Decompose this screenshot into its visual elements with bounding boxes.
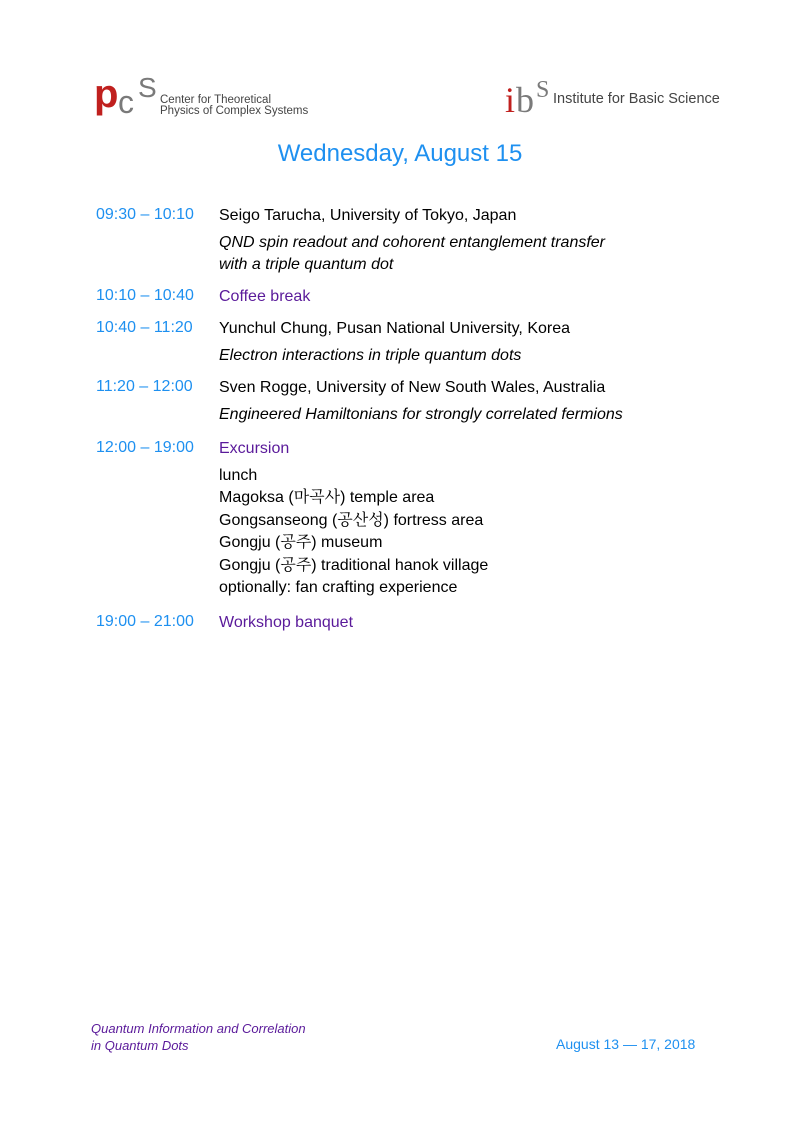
ibs-logo-letter-s: S (536, 77, 550, 103)
pcs-logo-line2: Physics of Complex Systems (160, 105, 309, 117)
talk-title: with a triple quantum dot (219, 256, 394, 273)
excursion-item: Gongsanseong (공산성) fortress area (219, 511, 484, 529)
event-label: Excursion (219, 440, 290, 457)
pcs-logo-letter-p: p (94, 72, 119, 116)
schedule-content (219, 205, 739, 277)
excursion-item: Gongju (공주) traditional hanok village (219, 556, 489, 574)
schedule-content (219, 438, 739, 600)
speaker: Sven Rogge, University of New South Wales, Australia (219, 379, 606, 396)
footer-dates: August 13 — 17, 2018 (556, 1036, 696, 1052)
excursion-item: optionally: fan crafting experience (219, 579, 458, 596)
excursion-item: lunch (219, 466, 258, 484)
ibs-logo-letter-i: i (505, 80, 516, 120)
schedule-time: 19:00 – 21:00 (96, 613, 194, 630)
schedule-time: 10:40 – 11:20 (96, 319, 193, 336)
talk-title: QND spin readout and cohorent entanglement transfer (219, 233, 606, 251)
page-title: Wednesday, August 15 (277, 140, 523, 167)
pcs-logo-text (160, 95, 308, 117)
pcs-logo-line1: Center for Theoretical (160, 94, 272, 106)
schedule-time: 10:10 – 10:40 (96, 287, 194, 304)
footer-workshop-title (91, 1020, 306, 1054)
footer-title-line1: Quantum Information and Correlation (91, 1021, 306, 1036)
event-label: Workshop banquet (219, 614, 354, 631)
pcs-logo-letter-s: S (138, 72, 157, 103)
schedule-time: 11:20 – 12:00 (96, 378, 193, 395)
schedule-content (219, 612, 739, 635)
schedule-time: 09:30 – 10:10 (96, 206, 194, 223)
pcs-logo-letter-c: c (118, 84, 134, 120)
speaker: Yunchul Chung, Pusan National University, Korea (219, 320, 571, 337)
schedule-content (219, 318, 739, 367)
excursion-item: Magoksa (마곡사) temple area (219, 489, 435, 506)
excursion-item: Gongju (공주) museum (219, 534, 383, 551)
schedule-content (219, 286, 739, 309)
talk-title: Electron interactions in triple quantum dots (219, 346, 522, 364)
ibs-logo-text: Institute for Basic Science (553, 91, 720, 107)
schedule-time: 12:00 – 19:00 (96, 439, 194, 456)
event-label: Coffee break (219, 288, 311, 305)
talk-title: Engineered Hamiltonians for strongly correlated fermions (219, 405, 623, 423)
schedule-content (219, 377, 739, 426)
ibs-logo-letter-b: b (516, 80, 534, 120)
speaker: Seigo Tarucha, University of Tokyo, Japan (219, 207, 517, 224)
footer-title-line2: in Quantum Dots (91, 1038, 189, 1053)
